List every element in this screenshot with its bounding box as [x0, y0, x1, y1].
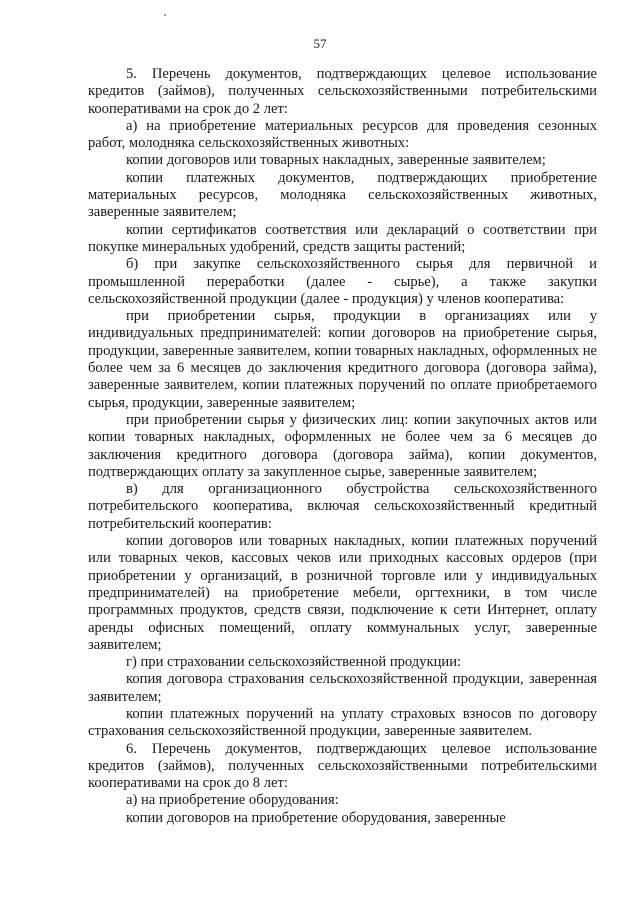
- paragraph-5a-certificates: копии сертификатов соответствия или деклараций о соответствии при покупке минеральных удобрений, средств защиты растений;: [88, 221, 597, 255]
- paragraph-5g: г) при страховании сельскохозяйственной продукции:: [126, 654, 462, 671]
- paragraph-5a-payments: копии платежных документов, подтверждающих приобретение материальных ресурсов, молодняка сельскохозяйственных животных, заверенные заявителем;: [88, 169, 597, 221]
- paragraph-5g-payments: копии платежных поручений на уплату страховых взносов по договору страхования сельскохозяйственной продукции, заверенные заявителем.: [88, 705, 597, 740]
- document-body: [88, 66, 597, 827]
- paragraph-6-heading: 6. Перечень документов, подтверждающих целевое использование кредитов (займов), полученных сельскохозяйственными потребительскими кооперативами на срок до 8 лет:: [88, 740, 597, 792]
- paragraph-5a: а) на приобретение материальных ресурсов для проведения сезонных работ, молодняка сельскохозяйственных животных:: [88, 117, 597, 152]
- paragraph-5g-insurance-contract: копия договора страхования сельскохозяйственной продукции, заверенная заявителем;: [88, 671, 597, 705]
- paragraph-6a-contracts: копии договоров на приобретение оборудования, заверенные: [126, 809, 506, 826]
- paragraph-5-heading: 5. Перечень документов, подтверждающих целевое использование кредитов (займов), полученных сельскохозяйственными потребительскими кооперативами на срок до 2 лет:: [88, 66, 597, 117]
- paragraph-5v: в) для организационного обустройства сельскохозяйственного потребительского кооператива, включая сельскохозяйственный кредитный потребительский кооператив:: [88, 481, 597, 532]
- paragraph-5b-organizations: при приобретении сырья, продукции в организациях или у индивидуальных предпринимателей: копии договоров на приобретение сырья, продукции, заверенные заявителем, копии товарных накладных, оформленных не более чем за 6 месяцев до заключения кредитного договора (договора займа), заверенные заявителем, копии платежных поручений по оплате приобретаемого сырья, продукции, заверенные заявителем;: [88, 308, 597, 411]
- scan-speck: [164, 14, 166, 16]
- paragraph-6a: а) на приобретение оборудования:: [126, 792, 339, 809]
- paragraph-5b: б) при закупке сельскохозяйственного сырья для первичной и промышленной переработки (далее - сырье), а также закупки сельскохозяйственной продукции (далее - продукция) у членов кооператива:: [88, 256, 597, 307]
- page-number: 57: [313, 36, 327, 51]
- paragraph-5b-individuals: при приобретении сырья у физических лиц: копии закупочных актов или копии товарных накладных, оформленных не более чем за 6 месяцев до заключения кредитного договора (договора займа), копии документов, подтверждающих оплату за закупленное сырье, заверенные заявителем;: [88, 411, 597, 480]
- paragraph-5v-documents: копии договоров или товарных накладных, копии платежных поручений или товарных чеков, кассовых чеков или приходных кассовых ордеров (при приобретении у организаций, в розничной торговле или у индивидуальных предпринимателей) на приобретение мебели, оргтехники, в том числе программных продуктов, средств связи, подключение к сети Интернет, оплату аренды офисных помещений, оплату коммунальных услуг, заверенные заявителем;: [88, 533, 597, 653]
- paragraph-5a-contracts: копии договоров или товарных накладных, заверенные заявителем;: [126, 152, 546, 169]
